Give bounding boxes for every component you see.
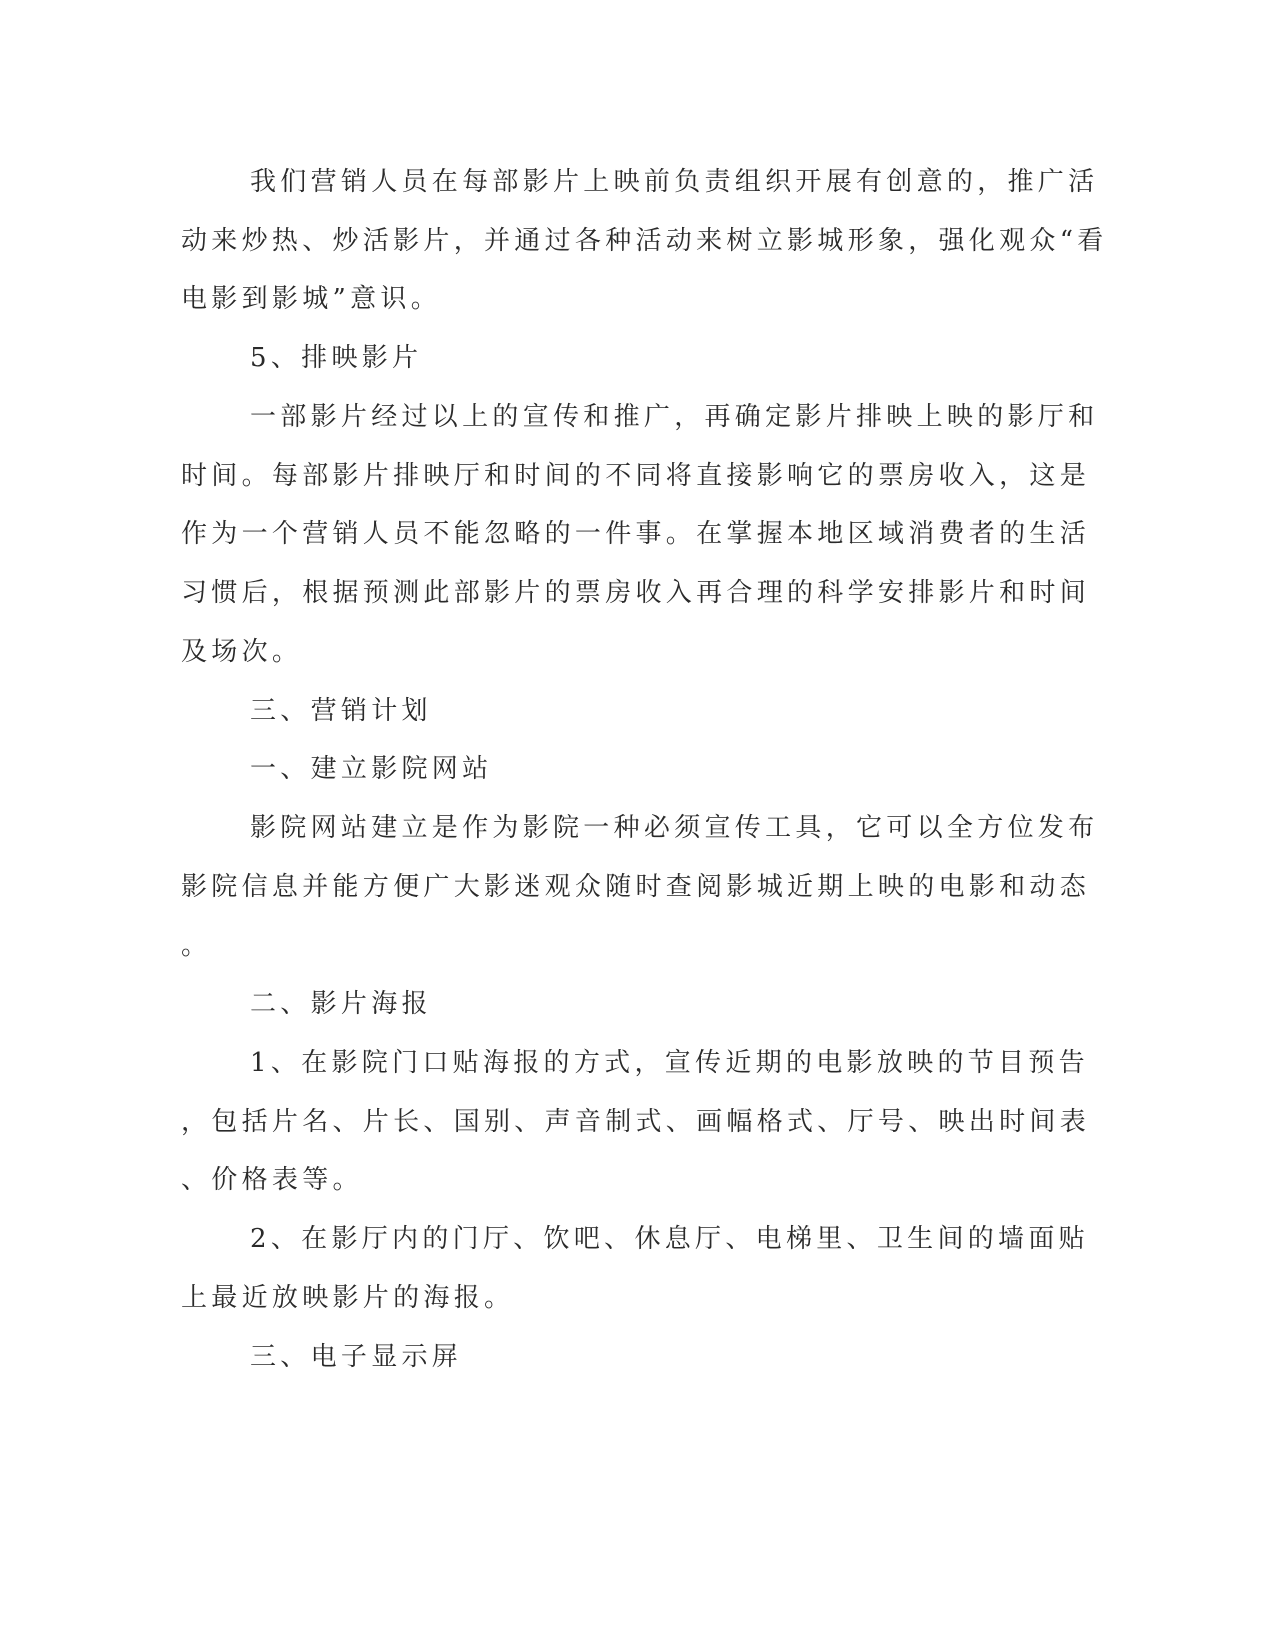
paragraph-line: 电影到影城”意识。 — [181, 284, 441, 314]
paragraph-line: 及场次。 — [181, 637, 303, 667]
paragraph-line: 2、在影厅内的门厅、饮吧、休息厅、电梯里、卫生间的墙面贴 — [250, 1224, 1089, 1254]
section-heading: 一、建立影院网站 — [250, 754, 493, 784]
paragraph-line: 、价格表等。 — [181, 1165, 363, 1195]
section-heading: 5、排映影片 — [250, 343, 423, 373]
paragraph-line: 影院信息并能方便广大影迷观众随时查阅影城近期上映的电影和动态 — [181, 872, 1091, 902]
paragraph-line: 动来炒热、炒活影片，并通过各种活动来树立影城形象，强化观众“看 — [181, 226, 1108, 256]
paragraph-line: ，包括片名、片长、国别、声音制式、画幅格式、厅号、映出时间表 — [181, 1107, 1091, 1137]
section-heading: 三、营销计划 — [250, 696, 432, 726]
paragraph-line: 时间。每部影片排映厅和时间的不同将直接影响它的票房收入，这是 — [181, 461, 1091, 491]
paragraph-line: 1、在影院门口贴海报的方式，宣传近期的电影放映的节目预告 — [250, 1048, 1089, 1078]
paragraph-line: 。 — [181, 931, 212, 961]
paragraph-line: 作为一个营销人员不能忽略的一件事。在掌握本地区域消费者的生活 — [181, 519, 1091, 549]
paragraph-line: 影院网站建立是作为影院一种必须宣传工具，它可以全方位发布 — [250, 813, 1099, 843]
paragraph-line: 上最近放映影片的海报。 — [181, 1283, 515, 1313]
paragraph-line: 我们营销人员在每部影片上映前负责组织开展有创意的，推广活 — [250, 167, 1099, 197]
section-heading: 三、电子显示屏 — [250, 1342, 463, 1372]
paragraph-line: 习惯后，根据预测此部影片的票房收入再合理的科学安排影片和时间 — [181, 578, 1091, 608]
section-heading: 二、影片海报 — [250, 989, 432, 1019]
paragraph-line: 一部影片经过以上的宣传和推广，再确定影片排映上映的影厅和 — [250, 402, 1099, 432]
